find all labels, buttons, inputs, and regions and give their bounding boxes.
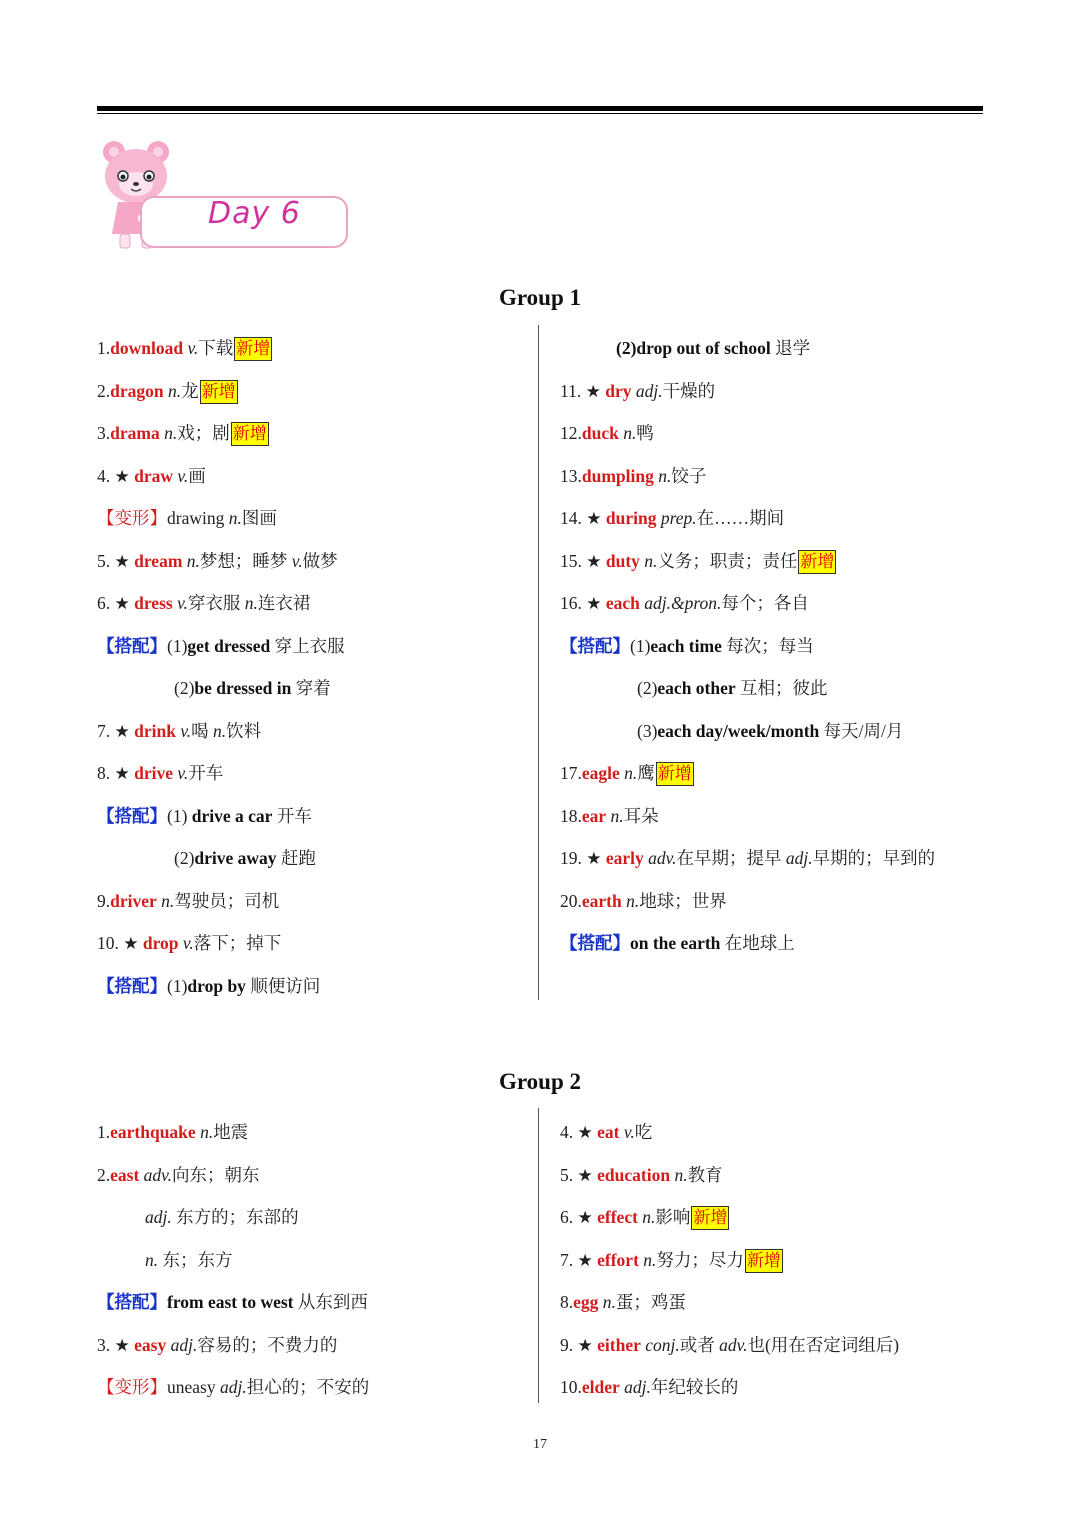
vocab-entry <box>560 1376 738 1398</box>
entry-number: 4. <box>97 465 111 486</box>
vocab-entry <box>560 1121 652 1144</box>
definition: 努力；尽力 <box>656 1249 744 1270</box>
definition: 担心的；不安的 <box>246 1377 370 1397</box>
collocation-row <box>97 805 312 827</box>
group-2-left-column <box>97 1121 532 1411</box>
definition: 蛋；鸡蛋 <box>615 1292 686 1312</box>
collocation-row <box>637 720 903 742</box>
part-of-speech: n. <box>164 423 178 443</box>
definition: 顺便访问 <box>250 975 321 996</box>
entry-number: 19. <box>560 848 582 868</box>
star-icon: ★ <box>114 764 130 784</box>
part-of-speech: adj. <box>145 1207 172 1227</box>
definition: 地震 <box>213 1122 249 1142</box>
new-word-badge: 新增 <box>656 762 694 786</box>
definition: 每个；各自 <box>721 593 809 613</box>
entry-number: 7. <box>97 720 111 741</box>
part-of-speech: v. <box>177 465 189 486</box>
headword: early <box>605 848 644 868</box>
headword: education <box>597 1164 671 1185</box>
extra-sense-row <box>145 1249 233 1271</box>
definition: 地球；世界 <box>639 890 727 911</box>
definition: 容易的；不费力的 <box>197 1334 338 1355</box>
definition: 开车 <box>188 763 224 783</box>
star-icon: ★ <box>114 466 130 487</box>
day-label: Day 6 <box>208 196 301 231</box>
variant-word: uneasy <box>167 1377 216 1397</box>
star-icon: ★ <box>114 721 130 742</box>
definition: 每天/周/月 <box>823 720 904 741</box>
new-word-badge: 新增 <box>745 1249 783 1273</box>
headword: eagle <box>581 763 620 783</box>
definition: 穿着 <box>295 678 331 698</box>
part-of-speech: n. <box>642 1207 656 1227</box>
definition: 连衣裙 <box>257 593 311 613</box>
collocation-tag: 【搭配】 <box>97 1292 167 1312</box>
definition: 饺子 <box>671 465 707 486</box>
definition: 做梦 <box>302 550 338 571</box>
variant-row <box>97 507 277 529</box>
star-icon: ★ <box>577 1208 593 1228</box>
entry-number: 4. <box>560 1122 574 1142</box>
collocation-row <box>616 337 810 359</box>
part-of-speech: n. <box>623 423 637 443</box>
definition: 东；东方 <box>162 1249 233 1270</box>
part-of-speech: prep. <box>660 508 697 528</box>
group-1-right-column <box>560 337 1000 957</box>
headword: drama <box>110 423 160 443</box>
collocation-phrase: from east to west <box>167 1292 294 1312</box>
collocation-phrase: drop by <box>187 975 246 996</box>
part-of-speech: n. <box>228 508 242 528</box>
collocation-row <box>174 677 331 699</box>
collocation-phrase: be dressed in <box>194 678 292 698</box>
definition: 梦想；睡梦 <box>199 550 288 571</box>
star-icon: ★ <box>114 551 130 572</box>
part-of-speech: n. <box>167 380 182 401</box>
collocation-row <box>97 1291 368 1313</box>
vocab-entry <box>560 847 935 870</box>
vocab-entry <box>97 550 338 573</box>
star-icon: ★ <box>586 509 602 529</box>
vocab-entry <box>97 1121 248 1143</box>
entry-number: 17. <box>560 763 582 783</box>
star-icon: ★ <box>586 849 602 869</box>
collocation-row <box>97 975 320 997</box>
entry-number: 2. <box>97 380 111 401</box>
entry-number: 1. <box>97 1122 111 1142</box>
new-word-badge: 新增 <box>200 380 238 404</box>
vocab-entry <box>560 380 715 403</box>
collocation-index: (1) <box>167 805 192 826</box>
vocab-entry <box>560 422 654 444</box>
part-of-speech: v. <box>177 593 188 613</box>
vocab-entry <box>560 805 659 827</box>
part-of-speech: adv. <box>648 848 677 868</box>
vocab-entry <box>560 465 706 487</box>
collocation-index: (2) <box>174 848 195 868</box>
star-icon: ★ <box>585 381 601 402</box>
part-of-speech: n. <box>602 1292 616 1312</box>
collocation-index: (1) <box>167 975 188 996</box>
headword: duty <box>605 550 640 571</box>
headword: drive <box>134 763 174 783</box>
header-rule-thin <box>97 113 983 114</box>
part-of-speech: v. <box>623 1122 635 1142</box>
collocation-index: (2) <box>174 678 195 698</box>
definition: 鸭 <box>636 423 654 443</box>
headword: east <box>110 1164 140 1185</box>
collocation-tag: 【搭配】 <box>560 933 630 953</box>
star-icon: ★ <box>577 1123 593 1143</box>
entry-number: 6. <box>560 1207 574 1227</box>
headword: draw <box>134 465 174 486</box>
definition: 互相；彼此 <box>740 678 828 698</box>
definition: 每次；每当 <box>726 635 814 656</box>
definition: 在地球上 <box>724 933 795 953</box>
headword: dumpling <box>581 465 654 486</box>
collocation-row <box>637 677 828 699</box>
part-of-speech: adv. <box>719 1334 748 1355</box>
part-of-speech: adj. <box>170 1334 198 1355</box>
variant-tag: 【变形】 <box>97 508 167 528</box>
collocation-tag: 【搭配】 <box>97 635 167 656</box>
vocab-entry <box>97 422 269 446</box>
entry-number: 2. <box>97 1164 111 1185</box>
definition: 在早期；提早 <box>676 848 782 868</box>
vocab-entry <box>560 592 809 615</box>
definition: 戏；剧 <box>177 423 230 443</box>
part-of-speech: v. <box>182 933 194 953</box>
definition: 教育 <box>687 1164 723 1185</box>
vocab-entry <box>97 1164 260 1186</box>
part-of-speech: adj. <box>785 848 813 868</box>
definition: 也(用在否定词组后) <box>747 1334 900 1355</box>
part-of-speech: adj. <box>635 380 663 401</box>
part-of-speech: n. <box>213 720 227 741</box>
star-icon: ★ <box>114 594 130 614</box>
headword: dry <box>605 380 632 401</box>
entry-number: 3. <box>97 423 111 443</box>
definition: 驾驶员；司机 <box>174 890 280 911</box>
entry-number: 10. <box>560 1377 582 1397</box>
star-icon: ★ <box>577 1250 593 1271</box>
collocation-tag: 【搭配】 <box>97 805 167 826</box>
headword: elder <box>581 1377 620 1397</box>
definition: 义务；职责；责任 <box>657 550 798 571</box>
entry-number: 12. <box>560 423 582 443</box>
headword: eat <box>597 1122 620 1142</box>
definition: 或者 <box>679 1334 715 1355</box>
headword: effort <box>597 1249 639 1270</box>
group-2-column-divider <box>538 1108 539 1403</box>
vocab-entry <box>97 380 238 404</box>
entry-number: 20. <box>560 890 582 911</box>
part-of-speech: n. <box>658 465 672 486</box>
vocab-entry <box>560 1206 729 1230</box>
headword: dress <box>134 593 173 613</box>
definition: 东方的；东部的 <box>176 1207 299 1227</box>
vocab-entry <box>560 762 694 786</box>
collocation-index: (3) <box>637 720 658 741</box>
definition: 从东到西 <box>297 1292 368 1312</box>
variant-word: drawing <box>167 508 225 528</box>
definition: 图画 <box>241 508 277 528</box>
headword: during <box>605 508 657 528</box>
definition: 穿上衣服 <box>274 635 345 656</box>
entry-number: 7. <box>560 1249 574 1270</box>
definition: 穿衣服 <box>187 593 241 613</box>
day-banner <box>100 138 350 253</box>
headword: effect <box>597 1207 638 1227</box>
collocation-phrase: on the earth <box>630 933 721 953</box>
group-2-title: Group 2 <box>498 1069 582 1094</box>
entry-number: 8. <box>97 763 111 783</box>
vocab-entry <box>560 550 836 574</box>
definition: 龙 <box>181 380 199 401</box>
collocation-index: (1) <box>167 635 188 656</box>
vocab-entry <box>560 1249 783 1273</box>
vocab-entry <box>560 890 727 912</box>
entry-number: 10. <box>97 933 119 953</box>
collocation-index: (1) <box>630 635 651 656</box>
star-icon: ★ <box>586 551 602 572</box>
part-of-speech: n. <box>200 1122 214 1142</box>
part-of-speech: n. <box>674 1164 688 1185</box>
part-of-speech: n. <box>145 1249 159 1270</box>
part-of-speech: n. <box>626 890 640 911</box>
headword: driver <box>110 890 157 911</box>
vocab-entry <box>97 720 261 743</box>
collocation-phrase: drive a car <box>191 805 273 826</box>
star-icon: ★ <box>123 934 139 954</box>
vocab-entry <box>560 507 784 530</box>
entry-number: 8. <box>560 1292 574 1312</box>
collocation-index: (2) <box>637 678 658 698</box>
vocab-entry <box>97 932 281 955</box>
collocation-index: (2) <box>616 338 637 358</box>
entry-number: 9. <box>560 1334 574 1355</box>
collocation-tag: 【搭配】 <box>97 975 167 996</box>
definition: 吃 <box>634 1122 653 1142</box>
part-of-speech: n. <box>624 763 638 783</box>
collocation-phrase: drop out of school <box>636 338 771 358</box>
new-word-badge: 新增 <box>798 550 836 574</box>
star-icon: ★ <box>577 1165 593 1186</box>
definition: 早期的；早到的 <box>812 848 936 868</box>
part-of-speech: v. <box>180 720 192 741</box>
entry-number: 18. <box>560 805 582 826</box>
definition: 干燥的 <box>662 380 716 401</box>
part-of-speech: v. <box>187 338 199 358</box>
entry-number: 16. <box>560 593 582 613</box>
part-of-speech: n. <box>244 593 258 613</box>
star-icon: ★ <box>577 1335 593 1356</box>
variant-tag: 【变形】 <box>97 1377 167 1397</box>
variant-row <box>97 1376 369 1398</box>
group-2-right-column <box>560 1121 1000 1411</box>
collocation-phrase: each day/week/month <box>657 720 820 741</box>
headword: dragon <box>110 380 164 401</box>
vocab-entry <box>97 337 272 361</box>
part-of-speech: v. <box>291 550 303 571</box>
collocation-tag: 【搭配】 <box>560 635 630 656</box>
entry-number: 6. <box>97 593 111 613</box>
headword: easy <box>134 1334 167 1355</box>
headword: either <box>597 1334 641 1355</box>
entry-number: 3. <box>97 1334 111 1355</box>
part-of-speech: n. <box>644 550 658 571</box>
extra-sense-row <box>145 1206 299 1228</box>
header-rule-thick <box>97 106 983 111</box>
vocab-entry <box>560 1291 686 1313</box>
definition: 耳朵 <box>623 805 659 826</box>
vocab-entry <box>97 890 279 912</box>
definition: 鹰 <box>637 763 655 783</box>
headword: dream <box>134 550 183 571</box>
part-of-speech: n. <box>610 805 624 826</box>
headword: drink <box>134 720 176 741</box>
headword: egg <box>573 1292 599 1312</box>
new-word-badge: 新增 <box>691 1206 729 1230</box>
headword: duck <box>581 423 619 443</box>
entry-number: 5. <box>560 1164 574 1185</box>
page-number: 17 <box>533 1437 547 1452</box>
definition: 下载 <box>198 338 234 358</box>
vocab-entry <box>560 1334 899 1357</box>
headword: earthquake <box>110 1122 196 1142</box>
headword: earth <box>581 890 622 911</box>
vocab-entry <box>560 1164 723 1187</box>
part-of-speech: conj. <box>645 1334 680 1355</box>
group-1-column-divider <box>538 325 539 1000</box>
entry-number: 13. <box>560 465 582 486</box>
definition: 落下；掉下 <box>193 933 282 953</box>
collocation-phrase: each other <box>657 678 736 698</box>
definition: 喝 <box>191 720 209 741</box>
entry-number: 5. <box>97 550 111 571</box>
collocation-row <box>174 847 316 869</box>
definition: 开车 <box>276 805 312 826</box>
new-word-badge: 新增 <box>231 422 269 446</box>
headword: each <box>605 593 640 613</box>
part-of-speech: n. <box>186 550 200 571</box>
entry-number: 14. <box>560 508 582 528</box>
collocation-phrase: drive away <box>194 848 277 868</box>
part-of-speech: adj.&pron. <box>644 593 722 613</box>
headword: download <box>110 338 184 358</box>
headword: drop <box>142 933 179 953</box>
vocab-entry <box>97 1334 337 1357</box>
part-of-speech: v. <box>177 763 189 783</box>
vocab-entry <box>97 592 310 615</box>
collocation-row <box>560 932 795 954</box>
group-1-left-column <box>97 337 532 997</box>
collocation-phrase: each time <box>650 635 722 656</box>
entry-number: 11. <box>560 380 582 401</box>
definition: 退学 <box>775 338 811 358</box>
new-word-badge: 新增 <box>234 337 272 361</box>
part-of-speech: n. <box>643 1249 657 1270</box>
definition: 在……期间 <box>696 508 785 528</box>
collocation-phrase: get dressed <box>187 635 271 656</box>
group-1-title: Group 1 <box>498 285 582 310</box>
headword: ear <box>581 805 607 826</box>
star-icon: ★ <box>586 594 602 614</box>
definition: 饮料 <box>226 720 262 741</box>
collocation-row <box>97 635 345 657</box>
part-of-speech: adj. <box>219 1377 247 1397</box>
collocation-row <box>560 635 814 657</box>
vocab-entry <box>97 465 206 488</box>
part-of-speech: adv. <box>143 1164 172 1185</box>
part-of-speech: n. <box>161 890 175 911</box>
definition: 赶跑 <box>280 848 316 868</box>
definition: 年纪较长的 <box>650 1377 739 1397</box>
star-icon: ★ <box>114 1335 130 1356</box>
definition: 向东；朝东 <box>172 1164 260 1185</box>
entry-number: 15. <box>560 550 582 571</box>
vocab-entry <box>97 762 223 785</box>
part-of-speech: adj. <box>624 1377 651 1397</box>
entry-number: 1. <box>97 338 111 358</box>
definition: 影响 <box>655 1207 691 1227</box>
entry-number: 9. <box>97 890 111 911</box>
definition: 画 <box>188 465 206 486</box>
